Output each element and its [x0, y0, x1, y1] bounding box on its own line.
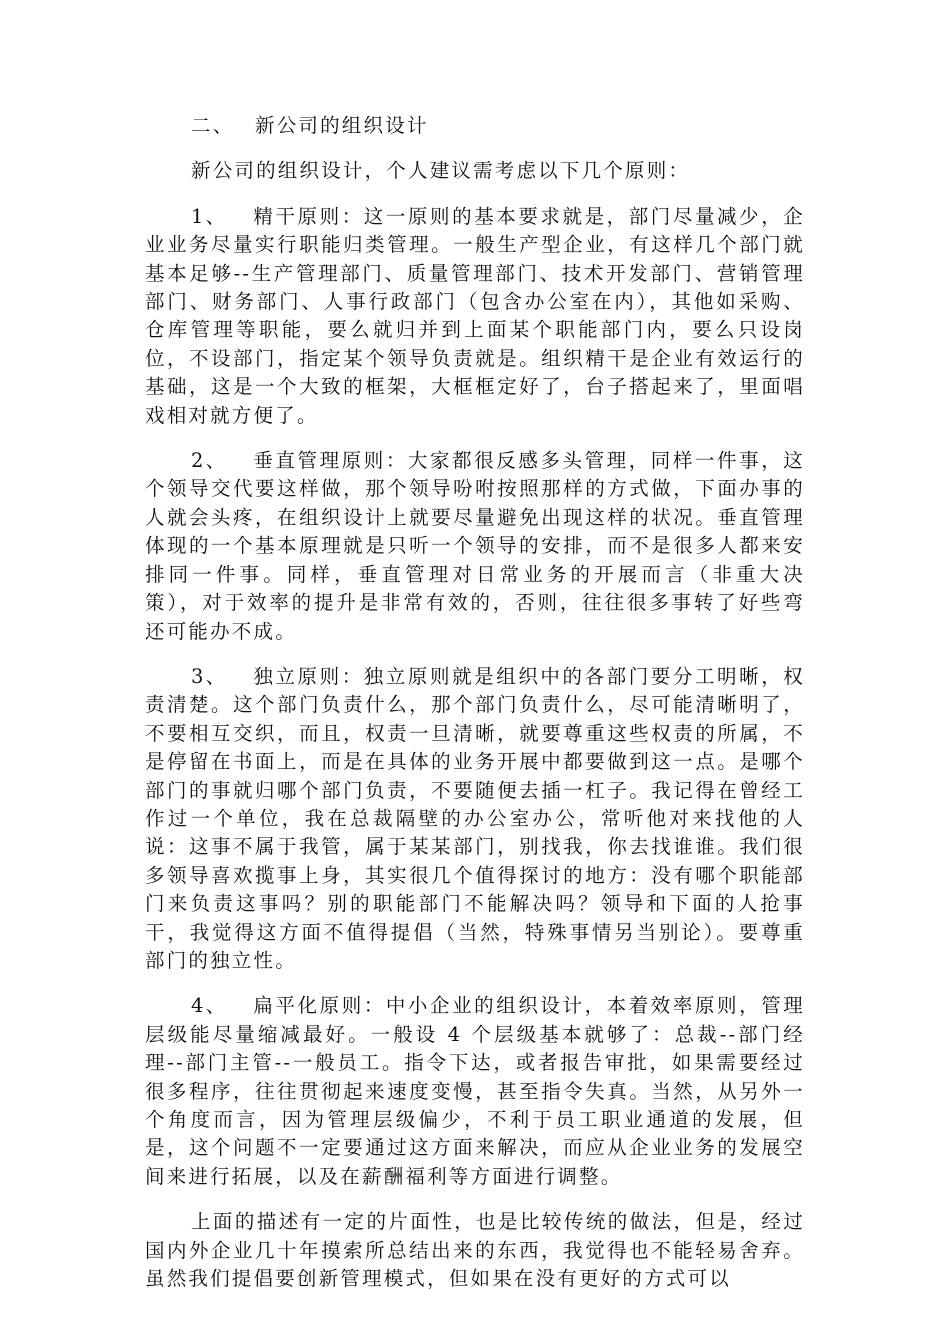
closing-paragraph: 上面的描述有一定的片面性，也是比较传统的做法，但是，经过国内外企业几十年摸索所总结出来的东西，我觉得也不能轻易舍弃。虽然我们提倡要创新管理模式，但如果在没有更好的方式可以 — [145, 1210, 805, 1291]
principle-number: 3、 — [191, 664, 228, 688]
document-body — [145, 112, 805, 1310]
principle-text: 垂直管理原则：大家都很反感多头管理，同样一件事，这个领导交代要这样做，那个领导吩咐按照那样的方式做，下面办事的人就会头疼，在组织设计上就要尽量避免出现这样的状况。垂直管理体现的一个基本原理就是只听一个领导的安排，而不是很多人都来安排同一件事。同样，垂直管理对日常业务的开展而言（非重大决策），对于效率的提升是非常有效的，否则，往往很多事转了好些弯还可能办不成。 — [145, 449, 805, 643]
principle-text: 精干原则：这一原则的基本要求就是，部门尽量减少，企业业务尽量实行职能归类管理。一般生产型企业，有这样几个部门就基本足够--生产管理部门、质量管理部门、技术开发部门、营销管理部门、财务部门、人事行政部门（包含办公室在内），其他如采购、仓库管理等职能，要么就归并到上面某个职能部门内，要么只设岗位，不设部门，指定某个领导负责就是。组织精干是企业有效运行的基础，这是一个大致的框架，大框框定好了，台子搭起来了，里面唱戏相对就方便了。 — [145, 204, 805, 427]
principle-number: 4、 — [191, 994, 228, 1018]
principle-paragraph-4 — [145, 992, 805, 1191]
principle-number: 2、 — [191, 449, 228, 473]
principle-text: 扁平化原则：中小企业的组织设计，本着效率原则，管理层级能尽量缩减最好。一般设 4 个层级基本就够了：总裁--部门经理--部门主管--一般员工。指令下达，或者报告审批，如果需要经过很多程序，往往贯彻起来速度变慢，甚至指令失真。当然，从另外一个角度而言，因为管理层级偏少，不利于员工职业通道的发展，但是，这个问题不一定要通过这方面来解决，而应从企业业务的发展空间来进行拓展，以及在薪酬福利等方面进行调整。 — [145, 994, 805, 1188]
principle-paragraph-3 — [145, 663, 805, 975]
section-title: 新公司的组织设计 — [255, 114, 429, 137]
intro-paragraph: 新公司的组织设计，个人建议需考虑以下几个原则： — [191, 159, 691, 183]
principle-paragraph-2 — [145, 447, 805, 646]
section-number: 二、 — [191, 114, 235, 137]
principle-text: 独立原则：独立原则就是组织中的各部门要分工明晰，权责清楚。这个部门负责什么，那个部门负责什么，尽可能清晰明了，不要相互交织，而且，权责一旦清晰，就要尊重这些权责的所属，不是停留在书面上，而是在具体的业务开展中都要做到这一点。是哪个部门的事就归哪个部门负责，不要随便去插一杠子。我记得在曾经工作过一个单位，我在总裁隔壁的办公室办公，常听他对来找他的人说：这事不属于我管，属于某某部门，别找我，你去找谁谁。我们很多领导喜欢揽事上身，其实很几个值得探讨的地方：没有哪个职能部门来负责这事吗？别的职能部门不能解决吗？领导和下面的人抢事干，我觉得这方面不值得提倡（当然，特殊事情另当别论）。要尊重部门的独立性。 — [145, 664, 805, 972]
section-heading — [145, 112, 805, 140]
principle-paragraph-1 — [145, 203, 805, 430]
principle-number: 1、 — [191, 204, 228, 228]
